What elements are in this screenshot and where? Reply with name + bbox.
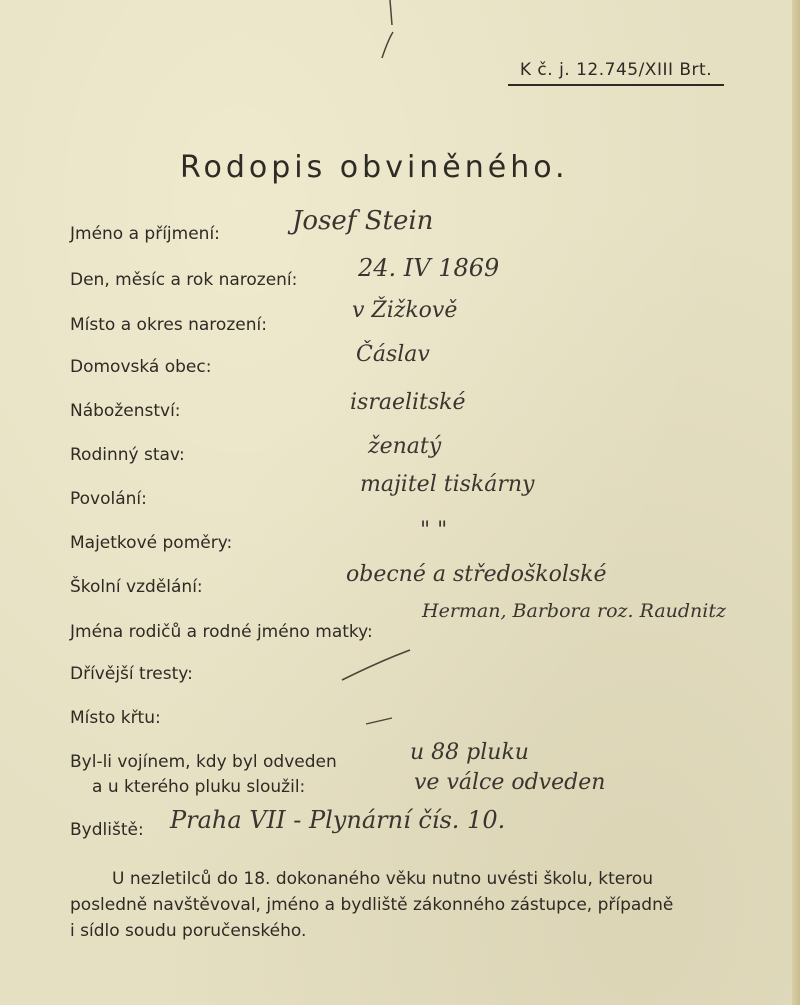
label-prior-convictions: Dřívější tresty: bbox=[70, 664, 193, 684]
footnote-line-2: posledně navštěvoval, jméno a bydliště zákonného zástupce, případně bbox=[70, 895, 674, 915]
label-education: Školní vzdělání: bbox=[70, 577, 203, 597]
value-name: Josef Stein bbox=[292, 206, 434, 236]
page-title: Rodopis obviněného. bbox=[180, 150, 569, 185]
reference-number: K č. j. 12.745/XIII Brt. bbox=[508, 60, 724, 86]
value-birth-date: 24. IV 1869 bbox=[358, 254, 500, 282]
label-military-2: a u kterého pluku sloužil: bbox=[92, 777, 306, 797]
value-property: " " bbox=[420, 518, 448, 543]
value-parents: Herman, Barbora roz. Raudnitz bbox=[422, 600, 727, 622]
label-home-municipality: Domovská obec: bbox=[70, 357, 212, 377]
value-military-1: u 88 pluku bbox=[410, 740, 529, 765]
label-name: Jméno a příjmení: bbox=[70, 224, 220, 244]
value-education: obecné a středoškolské bbox=[346, 562, 607, 587]
footnote-line-1: U nezletilců do 18. dokonaného věku nutno uvésti školu, kterou bbox=[112, 869, 654, 889]
empty-dash-convictions bbox=[338, 646, 418, 686]
label-birth-date: Den, měsíc a rok narození: bbox=[70, 270, 298, 290]
value-marital-status: ženatý bbox=[368, 434, 442, 459]
label-residence: Bydliště: bbox=[70, 820, 144, 840]
page-edge bbox=[792, 0, 800, 1005]
label-marital-status: Rodinný stav: bbox=[70, 445, 185, 465]
value-religion: israelitské bbox=[350, 390, 466, 415]
empty-dash-baptism bbox=[362, 710, 402, 730]
value-occupation: majitel tiskárny bbox=[360, 472, 535, 497]
paper-mark bbox=[360, 0, 410, 90]
label-military-1: Byl-li vojínem, kdy byl odveden bbox=[70, 752, 337, 772]
value-birth-place: v Žižkově bbox=[352, 298, 458, 323]
label-property: Majetkové poměry: bbox=[70, 533, 233, 553]
label-baptism-place: Místo křtu: bbox=[70, 708, 161, 728]
label-religion: Náboženství: bbox=[70, 401, 181, 421]
value-home-municipality: Čáslav bbox=[356, 342, 430, 367]
value-residence: Praha VII - Plynární čís. 10. bbox=[170, 806, 506, 834]
value-military-2: ve válce odveden bbox=[414, 770, 606, 795]
footnote-line-3: i sídlo soudu poručenského. bbox=[70, 921, 307, 941]
label-parents: Jména rodičů a rodné jméno matky: bbox=[70, 622, 373, 642]
footnote bbox=[70, 866, 730, 944]
label-birth-place: Místo a okres narození: bbox=[70, 315, 267, 335]
label-occupation: Povolání: bbox=[70, 489, 147, 509]
